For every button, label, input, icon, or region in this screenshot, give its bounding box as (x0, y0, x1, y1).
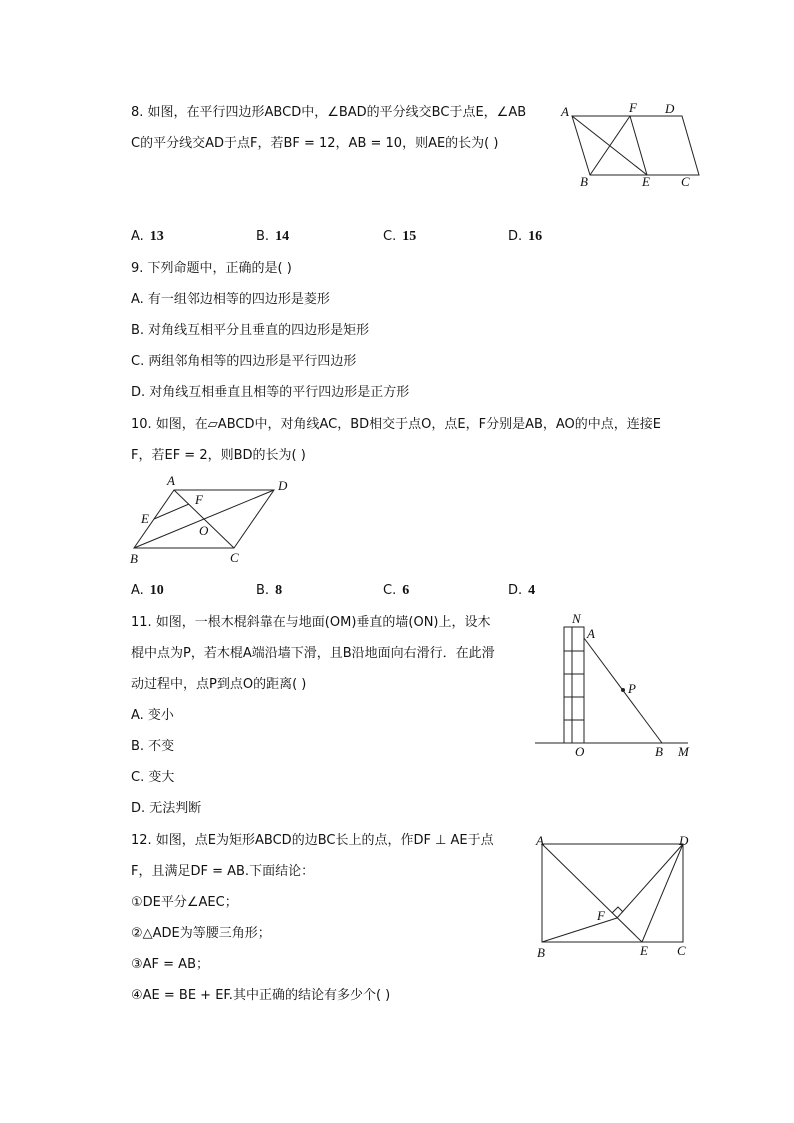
q11-label-m: M (678, 744, 689, 759)
q12-conclusion-2: ②△ADE为等腰三角形； (131, 926, 271, 941)
q8-stem-line2: C的平分线交AD于点F，若BF = 12，AB = 10，则AE的长为( ) (131, 136, 499, 151)
q8-label-e: E (642, 174, 650, 189)
q11-label-o: O (575, 744, 585, 759)
q12-label-b: B (537, 945, 545, 960)
q10-stem-line2: F，若EF = 2，则BD的长为( ) (131, 448, 306, 463)
q10-parallelogram-figure (125, 470, 305, 570)
q10-option-b[interactable]: B. 8 (256, 583, 283, 598)
q10-label-b: B (130, 551, 138, 566)
q12-segment-bf (542, 918, 617, 942)
q10-label-a: A (167, 473, 175, 488)
q12-conclusion-3: ③AF = AB； (131, 957, 209, 972)
q12-label-e: E (640, 943, 648, 958)
q8-label-c: C (681, 174, 690, 189)
q12-label-f: F (597, 908, 605, 923)
q11-label-b: B (655, 744, 663, 759)
q8-parallelogram-figure (555, 100, 715, 200)
q11-point-p (621, 688, 625, 692)
q11-stem-line1: 11. 如图，一根木棍斜靠在与地面(OM)垂直的墙(ON)上，设木 (131, 615, 491, 630)
q10-label-e: E (141, 511, 149, 526)
q8-segment-bf (590, 116, 630, 175)
q12-segment-de (642, 844, 683, 942)
q8-segment-fe (630, 116, 647, 175)
q11-choice-b[interactable]: B. 不变 (131, 739, 175, 754)
q12-label-d: D (679, 833, 689, 848)
q10-stem-line1: 10. 如图，在▱ABCD中，对角线AC，BD相交于点O，点E，F分别是AB，AO的中点，连接E (131, 417, 661, 432)
q10-option-d[interactable]: D. 4 (508, 583, 536, 598)
q11-wall (564, 627, 584, 743)
q12-stem-line2: F，且满足DF = AB.下面结论： (131, 864, 315, 879)
q11-choice-c[interactable]: C. 变大 (131, 770, 175, 785)
q10-option-c[interactable]: C. 6 (383, 583, 410, 598)
q8-option-c[interactable]: C. 15 (383, 229, 417, 244)
q12-rectangle (542, 844, 683, 942)
q10-label-d: D (278, 478, 288, 493)
q8-label-d: D (665, 101, 675, 116)
q8-label-b: B (580, 174, 588, 189)
q9-choice-c[interactable]: C. 两组邻角相等的四边形是平行四边形 (131, 354, 357, 369)
q9-choice-a[interactable]: A. 有一组邻边相等的四边形是菱形 (131, 292, 330, 307)
q11-stem-line2: 棍中点为P，若木棍A端沿墙下滑，且B沿地面向右滑行．在此滑 (131, 646, 495, 661)
q11-label-a: A (587, 626, 595, 641)
q11-label-p: P (628, 681, 636, 696)
q11-choice-d[interactable]: D. 无法判断 (131, 801, 202, 816)
q12-segment-ae (542, 844, 642, 942)
q11-stem-line3: 动过程中，点P到点O的距离( ) (131, 677, 307, 692)
q11-ladder-figure (530, 612, 700, 762)
q10-label-c: C (230, 550, 239, 565)
q12-stem-line1: 12. 如图，点E为矩形ABCD的边BC长上的点，作DF ⊥ AE于点 (131, 833, 494, 848)
q11-label-n: N (572, 611, 581, 626)
q10-label-f: F (195, 492, 203, 507)
q10-label-o: O (199, 523, 209, 538)
q12-rectangle-figure (530, 830, 700, 965)
q9-choice-b[interactable]: B. 对角线互相平分且垂直的四边形是矩形 (131, 323, 370, 338)
q12-label-a: A (536, 833, 544, 848)
q8-option-d[interactable]: D. 16 (508, 229, 543, 244)
q9-stem: 9. 下列命题中，正确的是( ) (131, 261, 292, 276)
q8-label-f: F (629, 100, 637, 115)
q12-label-c: C (677, 943, 686, 958)
q8-option-a[interactable]: A. 13 (131, 229, 164, 244)
q11-choice-a[interactable]: A. 变小 (131, 708, 174, 723)
q10-option-a[interactable]: A. 10 (131, 583, 164, 598)
q12-segment-df (617, 844, 683, 918)
q9-choice-d[interactable]: D. 对角线互相垂直且相等的平行四边形是正方形 (131, 385, 410, 400)
q12-conclusion-1: ①DE平分∠AEC； (131, 895, 238, 910)
q12-right-angle-mark (612, 907, 623, 913)
q8-stem-line1: 8. 如图，在平行四边形ABCD中，∠BAD的平分线交BC于点E，∠AB (131, 105, 527, 120)
q8-option-b[interactable]: B. 14 (256, 229, 290, 244)
q12-conclusion-4: ④AE = BE + EF.其中正确的结论有多少个( ) (131, 988, 391, 1003)
q8-label-a: A (561, 104, 569, 119)
